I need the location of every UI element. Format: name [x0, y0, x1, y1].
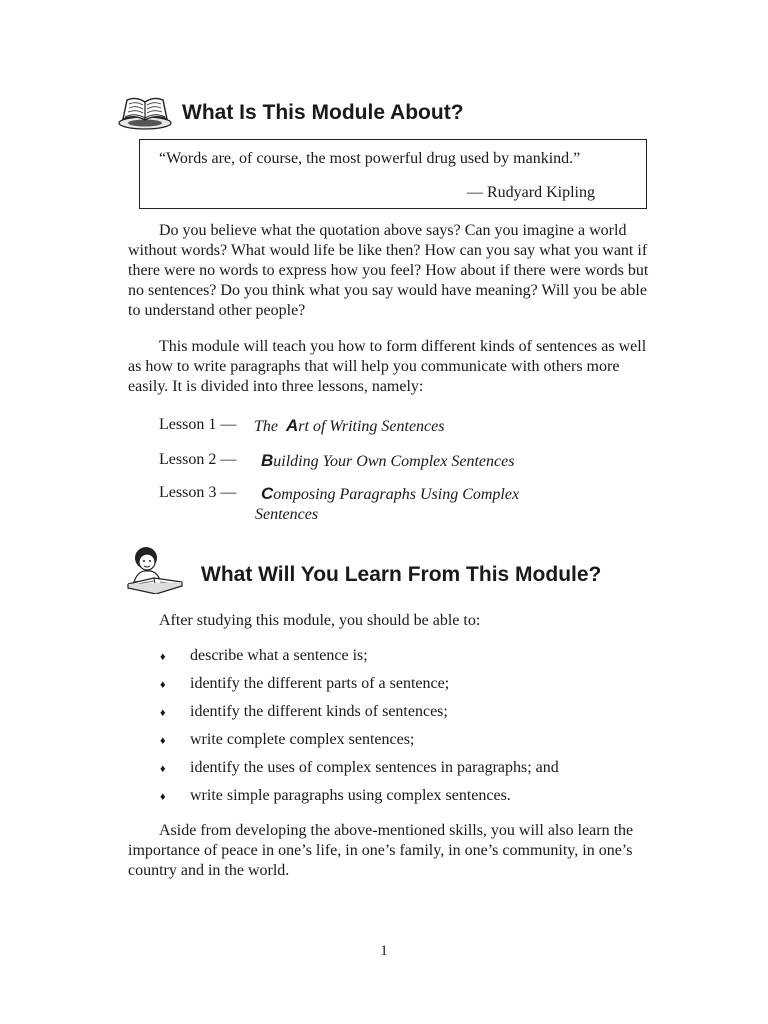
lesson-2-title: Building Your Own Complex Sentences [261, 451, 515, 470]
objective-item: identify the different kinds of sentences; [190, 703, 448, 720]
student-reading-icon [126, 544, 184, 594]
objectives-intro: After studying this module, you should be able to: [159, 612, 481, 629]
lesson-3-label: Lesson 3 — [159, 484, 237, 501]
open-book-icon [117, 92, 173, 132]
section-heading-learn: What Will You Learn From This Module? [201, 563, 602, 586]
lesson-1-label: Lesson 1 — [159, 416, 237, 433]
bullet-icon: ♦ [160, 763, 166, 775]
bullet-icon: ♦ [160, 679, 166, 691]
objective-item: write simple paragraphs using complex sentences. [190, 787, 511, 804]
closing-paragraph: Aside from developing the above-mentioned skills, you will also learn the importance of peace in one’s life, in one’s family, in one’s community, in one’s country and in the world. [128, 822, 634, 879]
lesson-3-title-line2: Sentences [255, 506, 319, 523]
quote-author: — Rudyard Kipling [467, 184, 595, 201]
objective-item: identify the uses of complex sentences in paragraphs; and [190, 759, 559, 776]
lesson-2-label: Lesson 2 — [159, 451, 237, 468]
module-description-paragraph: This module will teach you how to form different kinds of sentences as well as how to write paragraphs that will help you communicate with others more easily. It is divided into three lessons, namely: [128, 338, 647, 395]
quotation: “Words are, of course, the most powerful drug used by mankind.” [159, 150, 581, 167]
section-heading-about: What Is This Module About? [182, 101, 464, 124]
lesson-3-title: Composing Paragraphs Using Complex [261, 484, 520, 503]
bullet-icon: ♦ [160, 707, 166, 719]
bullet-icon: ♦ [160, 651, 166, 663]
objective-item: write complete complex sentences; [190, 731, 415, 748]
objective-item: describe what a sentence is; [190, 647, 368, 664]
bullet-icon: ♦ [160, 735, 166, 747]
bullet-icon: ♦ [160, 791, 166, 803]
intro-paragraph: Do you believe what the quotation above says? Can you imagine a world without words? What would life be like then? How can you say what you want if there were no words to express how you feel? How about if there were words but no sentences? Do you think what you say would have meaning? Will you be able to understand other people? [128, 222, 649, 319]
objective-item: identify the different parts of a sentence; [190, 675, 450, 692]
lesson-1-title: The Art of Writing Sentences [254, 416, 445, 435]
page-number: 1 [380, 943, 388, 959]
